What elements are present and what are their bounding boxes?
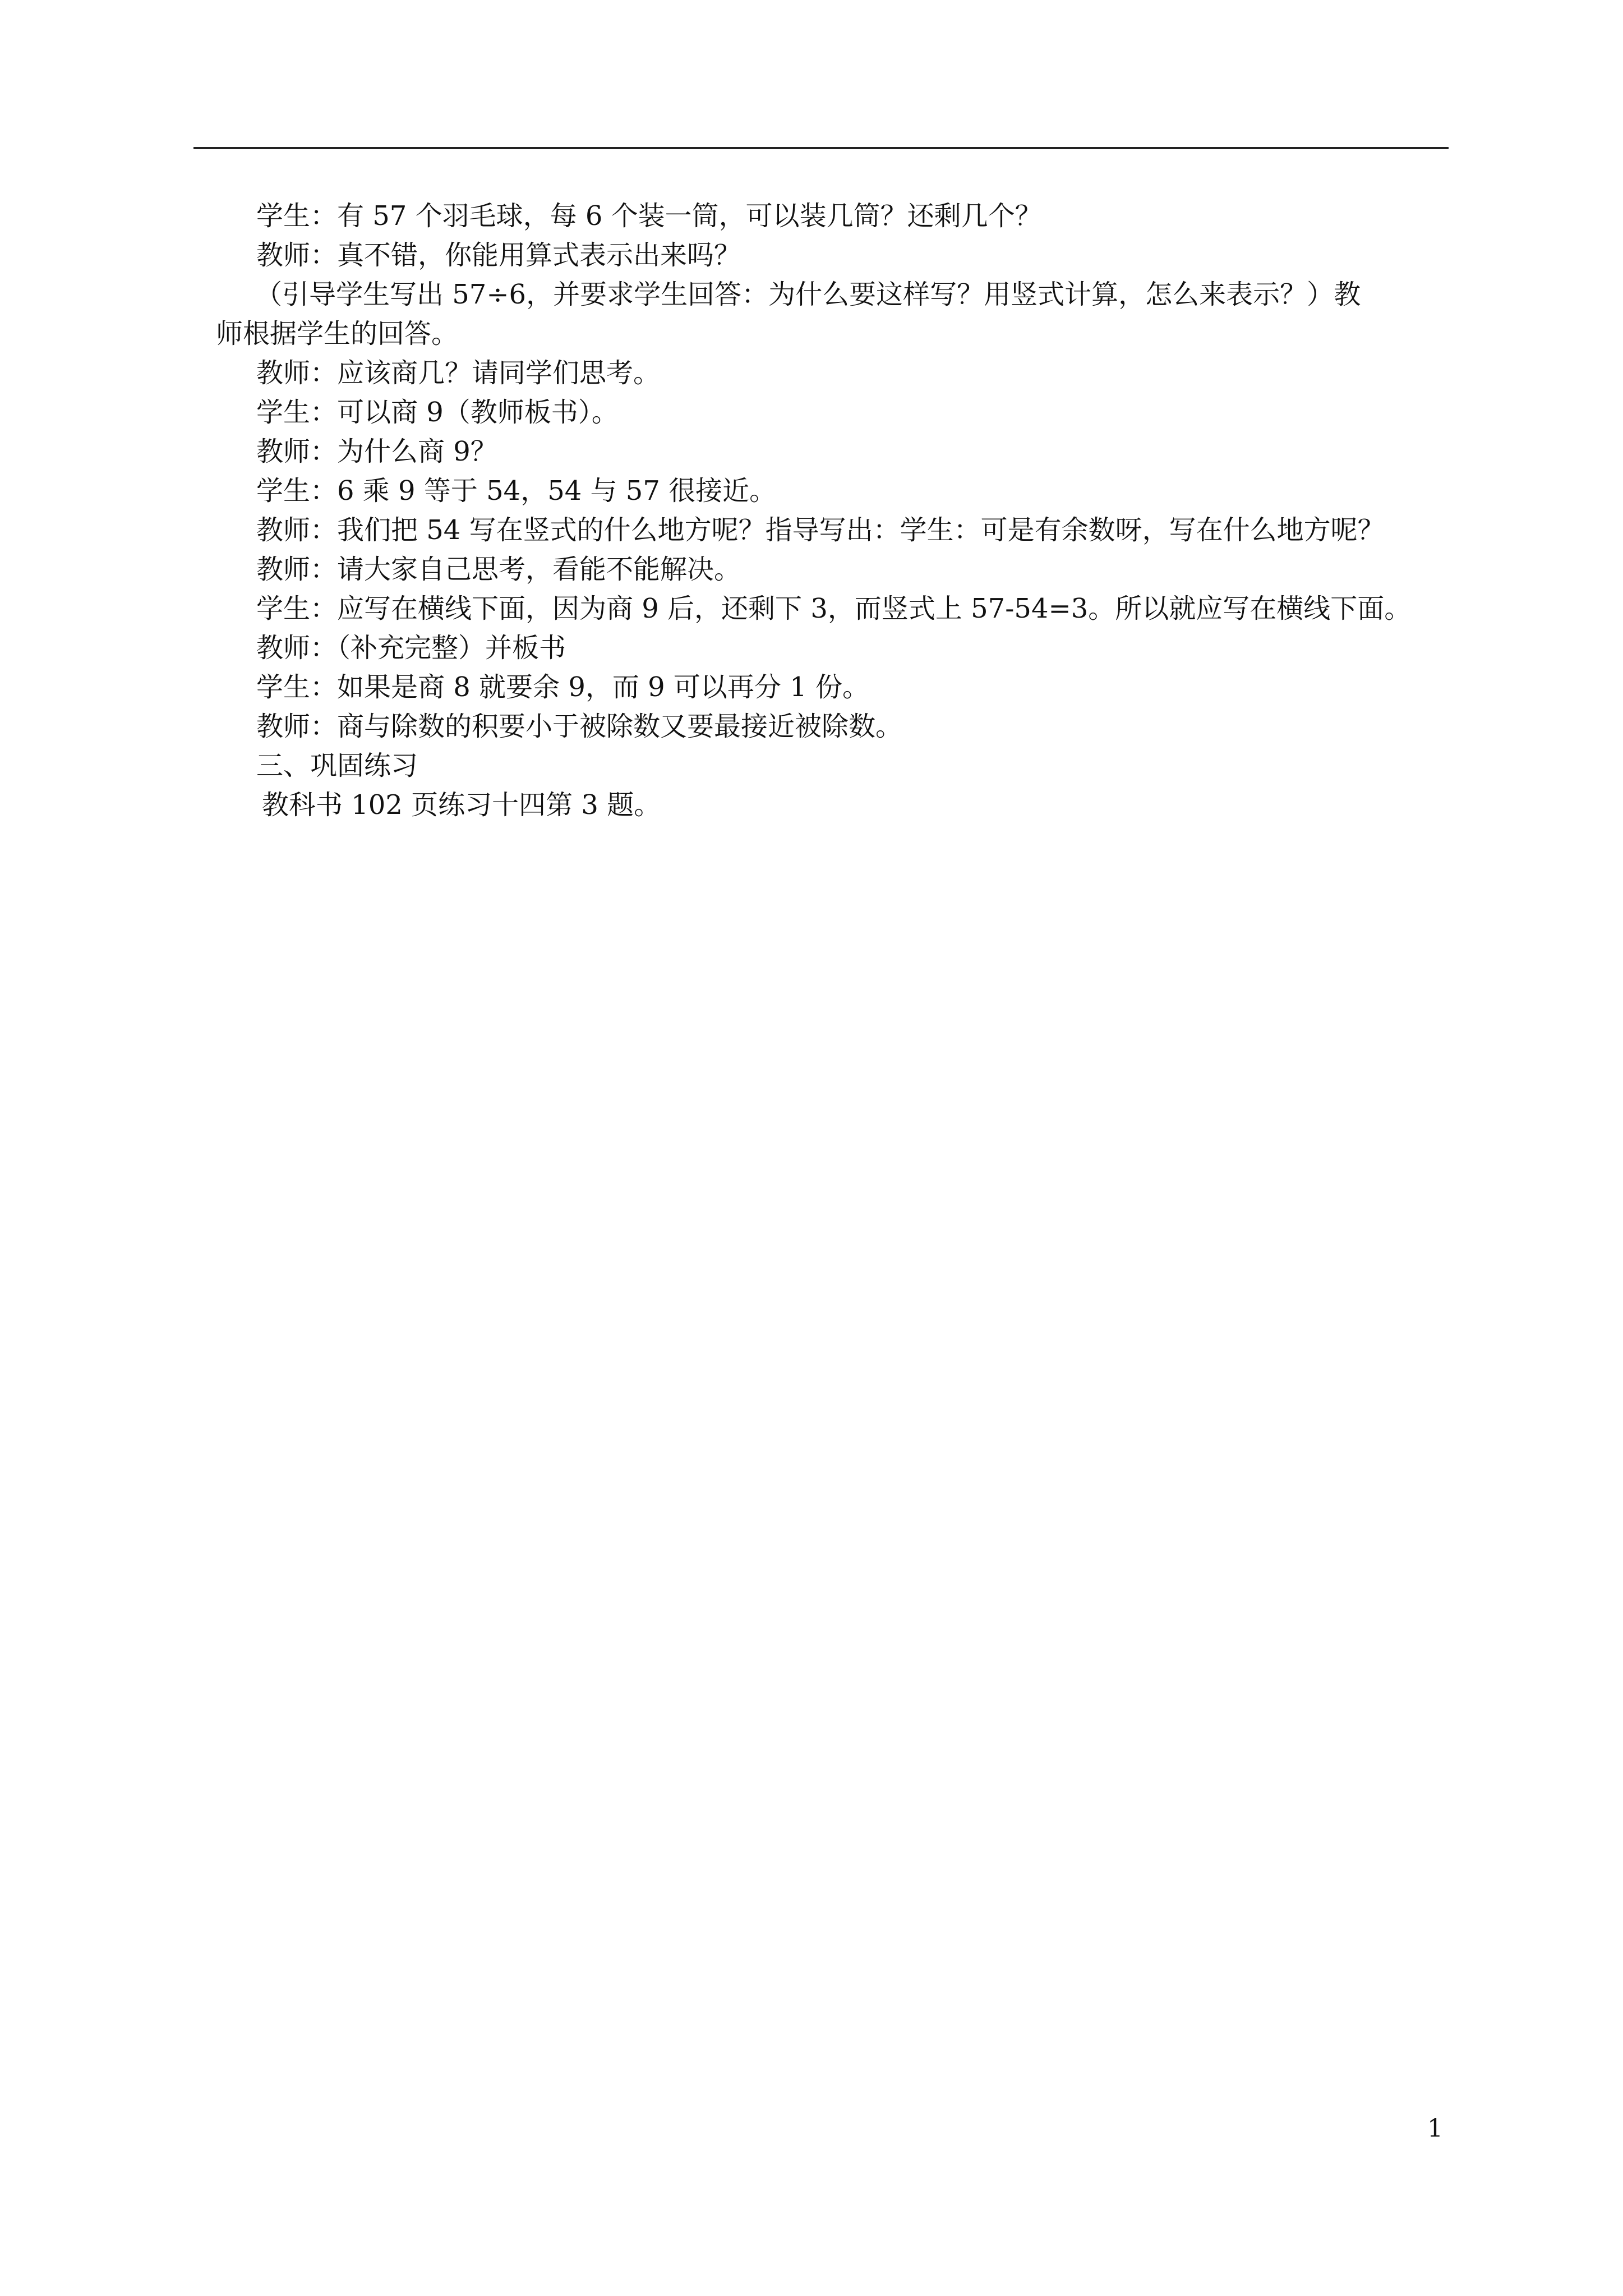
paragraph-line: 教师：我们把 54 写在竖式的什么地方呢？指导写出：学生：可是有余数呀，写在什么地方呢？ [256,514,1385,546]
paragraph-line: 教师：商与除数的积要小于被除数又要最接近被除数。 [256,711,903,742]
paragraph-line: 学生：6 乘 9 等于 54，54 与 57 很接近。 [256,475,777,507]
paragraph-line: 学生：如果是商 8 就要余 9，而 9 可以再分 1 份。 [256,671,869,703]
paragraph-line: 教师：为什么商 9？ [256,436,497,467]
paragraph-line: 教科书 102 页练习十四第 3 题。 [262,789,661,821]
header-rule [193,147,1449,149]
section-heading: 三、巩固练习 [256,750,418,781]
paragraph-line: （引导学生写出 57÷6，并要求学生回答：为什么要这样写？用竖式计算，怎么来表示？）教 [255,279,1361,310]
paragraph-line: 教师：真不错，你能用算式表示出来吗？ [256,240,741,271]
paragraph-line: 教师：应该商几？请同学们思考。 [256,357,661,389]
paragraph-line: 教师：（补充完整）并板书 [256,632,566,664]
paragraph-line: 师根据学生的回答。 [216,318,459,349]
paragraph-line: 学生：可以商 9（教师板书）。 [256,397,619,428]
paragraph-line: 学生：有 57 个羽毛球，每 6 个装一筒，可以装几筒？还剩几个？ [256,200,1042,232]
paragraph-line: 教师：请大家自己思考，看能不能解决。 [256,554,741,585]
page-number: 1 [1427,2114,1443,2143]
paragraph-line: 学生：应写在横线下面，因为商 9 后，还剩下 3，而竖式上 57-54=3。所以就应写在横线下面。 [256,593,1412,624]
document-body [216,196,1444,825]
